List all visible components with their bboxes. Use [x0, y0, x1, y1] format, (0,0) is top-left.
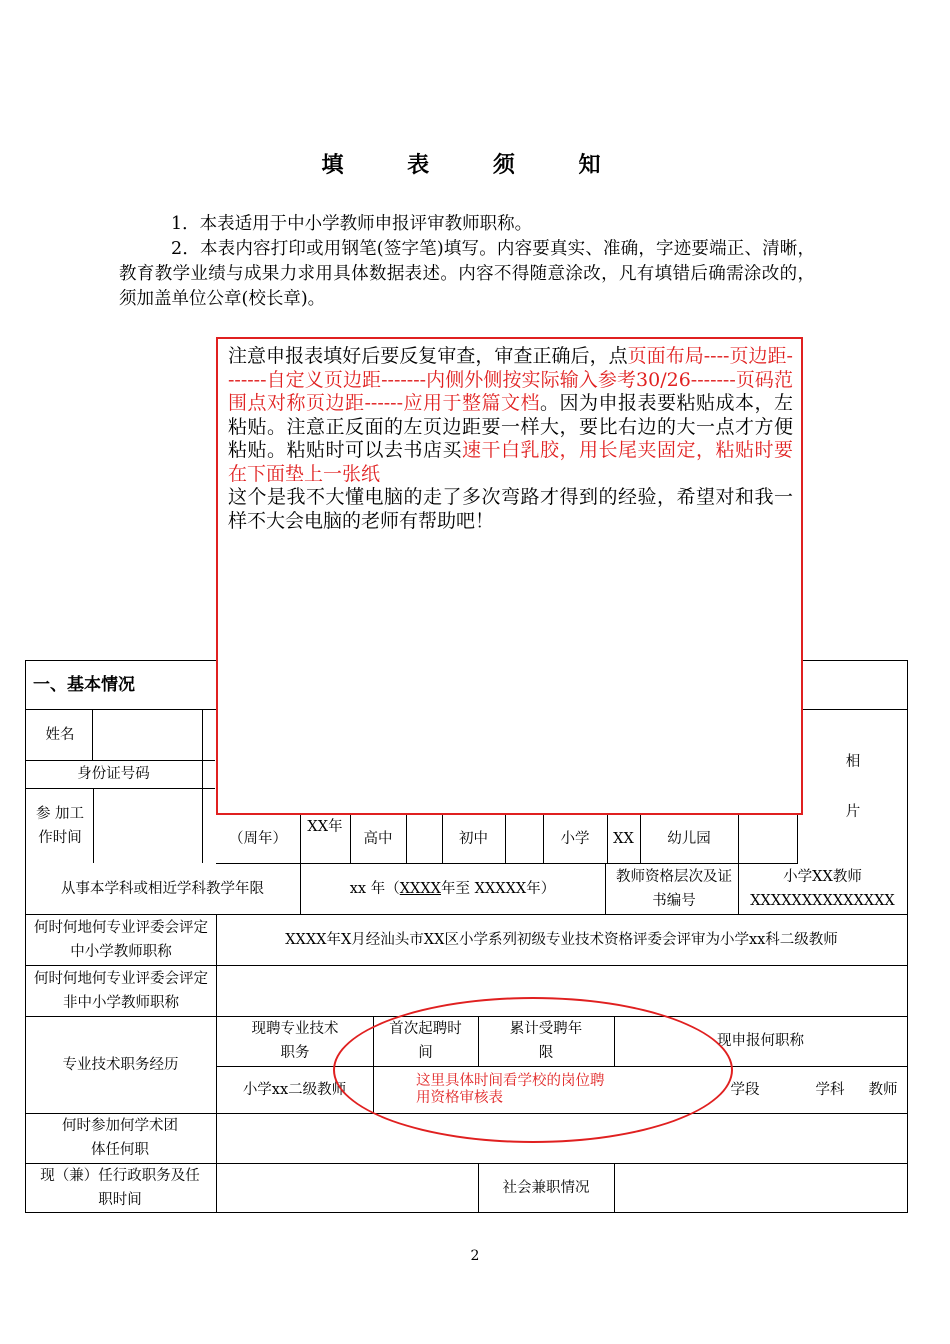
instruction-seg-5: 这个是我不大懂电脑的走了多次弯路才得到的经验，希望对和我一样不大会电脑的老师有帮助吧！: [228, 486, 793, 532]
subject-label: 学科: [815, 1081, 845, 1098]
apply-title-label: 现申报何职称: [717, 1033, 804, 1049]
admin-duty-label: 现（兼）任行政职务及任职时间: [40, 1167, 200, 1208]
stage-label: 学段: [730, 1081, 760, 1098]
years-value: XX年: [307, 819, 343, 835]
cert-number-value: XXXXXXXXXXXXXX: [750, 892, 895, 909]
instruction-seg-1: 注意申报表填好后要反复审查，审查正确后，点: [228, 345, 628, 367]
primary-years-value: XX: [613, 831, 634, 847]
kindergarten-label: 幼儿园: [667, 831, 711, 847]
work-start-label: 参 加工作时间: [35, 805, 85, 846]
notice-item-1: 1．本表适用于中小学教师申报评审教师职称。: [171, 214, 533, 234]
current-post-label: 现聘专业技术职务: [251, 1021, 339, 1061]
annotation-ellipse-note: 这里具体时间看学校的岗位聘用资格审核表: [416, 1073, 616, 1107]
first-hire-label: 首次起聘时间: [389, 1021, 462, 1061]
cert-value: [738, 863, 907, 914]
instruction-seg-3: 。因为申报表要粘贴成本，左粘贴。注意正反面的左页边距要一样大，要比右边的大一点才方便粘贴。粘贴时可以去书店买: [228, 392, 793, 461]
id-number-label: 身份证号码: [77, 766, 150, 782]
duty-history-label: 专业技术职务经历: [62, 1056, 179, 1073]
teacher-label: 教师: [868, 1081, 898, 1098]
annotation-ellipse: [333, 997, 733, 1143]
instruction-overlay-box: [216, 337, 803, 815]
teaching-years-to: 年至 XXXXX年）: [441, 880, 556, 897]
teaching-years-label: 从事本学科或相近学科教学年限: [61, 880, 264, 897]
primary-school-label: 小学: [560, 831, 590, 847]
photo-label-bottom: 片: [845, 804, 861, 820]
instruction-seg-4: 速干白乳胶，用长尾夹固定，粘贴时要在下面垫上一张纸: [228, 439, 793, 485]
teaching-years-from: XXXX: [399, 880, 442, 897]
teaching-years-value: [300, 863, 605, 914]
years-label: （周年）: [229, 831, 287, 847]
eval-nonprimary-label: 何时何地何专业评委会评定非中小学教师职称: [34, 970, 208, 1011]
instruction-seg-2: 页面布局----页边距-------自定义页边距-------内侧外侧按实际输入参考30/26-------页码范围点对称页边距------应用于整篇文档: [228, 345, 793, 414]
notice-item-2: 2．本表内容打印或用钢笔(签字笔)填写。内容要真实、准确，字迹要端正、清晰，教育教学业绩与成果力求用具体数据表述。内容不得随意涂改，凡有填错后确需涂改的，须加盖单位公章(校长章)。: [119, 239, 815, 309]
photo-label-top: 相: [845, 754, 861, 770]
social-part-time-label: 社会兼职情况: [502, 1179, 590, 1196]
high-school-label: 高中: [363, 831, 393, 847]
teaching-years-prefix: xx 年（: [349, 880, 400, 897]
section-title: 一、基本情况: [33, 675, 135, 695]
current-post-value: 小学xx二级教师: [242, 1081, 347, 1098]
eval-primary-value: XXXX年X月经汕头市XX区小学系列初级专业技术资格评委会评审为小学xx科二级教师: [285, 931, 838, 948]
cert-label: 教师资格层次及证书编号: [616, 868, 732, 909]
instruction-text: [228, 345, 793, 533]
cumulative-label: 累计受聘年限: [509, 1021, 583, 1061]
page-number: 2: [470, 1248, 480, 1264]
academic-group-label: 何时参加何学术团体任何职: [62, 1118, 178, 1158]
name-label: 姓名: [45, 727, 75, 743]
cert-level-value: 小学XX教师: [783, 868, 862, 885]
eval-primary-label: 何时何地何专业评委会评定中小学教师职称: [34, 919, 208, 960]
middle-school-label: 初中: [459, 831, 488, 847]
page-title: 填 表 须 知: [321, 152, 629, 178]
